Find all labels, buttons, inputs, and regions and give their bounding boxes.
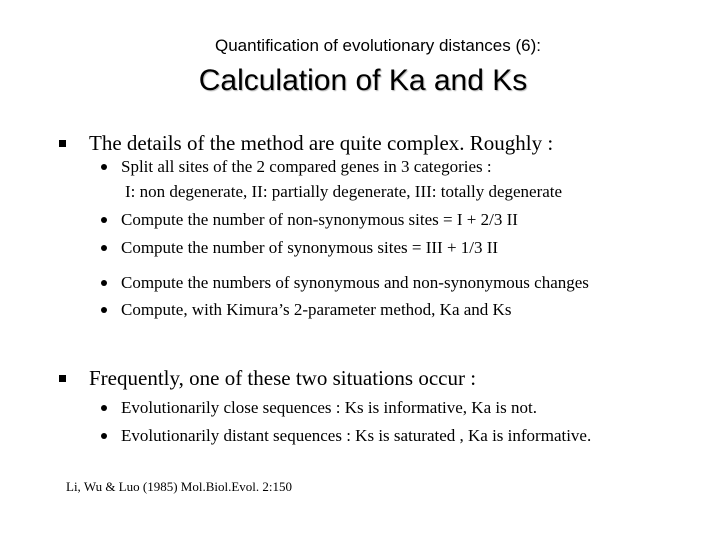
- section-2-item-1: Evolutionarily close sequences : Ks is informative, Ka is not.: [121, 398, 537, 417]
- round-bullet-icon: [101, 217, 107, 223]
- round-bullet-icon: [101, 433, 107, 439]
- section-1-item-5: Compute, with Kimura’s 2-parameter method, Ka and Ks: [121, 300, 512, 319]
- section-1-item-2: Compute the number of non-synonymous sites = I + 2/3 II: [121, 210, 518, 229]
- round-bullet-icon: [101, 164, 107, 170]
- square-bullet-icon: [59, 140, 66, 147]
- round-bullet-icon: [101, 280, 107, 286]
- square-bullet-icon: [59, 375, 66, 382]
- section-1-item-3: Compute the number of synonymous sites = III + 1/3 II: [121, 238, 499, 257]
- section-1-heading: The details of the method are quite complex. Roughly :: [89, 131, 554, 155]
- round-bullet-icon: [101, 245, 107, 251]
- section-2-heading: Frequently, one of these two situations occur :: [89, 366, 477, 390]
- reference-citation: Li, Wu & Luo (1985) Mol.Biol.Evol. 2:150: [66, 479, 293, 494]
- round-bullet-icon: [101, 405, 107, 411]
- section-2-item-2: Evolutionarily distant sequences : Ks is saturated , Ka is informative.: [121, 426, 592, 445]
- round-bullet-icon: [101, 307, 107, 313]
- section-1-item-1: Split all sites of the 2 compared genes in 3 categories :: [121, 157, 492, 176]
- section-1-item-1-continuation: I: non degenerate, II: partially degenerate, III: totally degenerate: [125, 182, 563, 201]
- section-1-item-4: Compute the numbers of synonymous and non-synonymous changes: [121, 273, 589, 292]
- slide-title: Calculation of Ka and Ks: [198, 64, 528, 97]
- slide-subtitle: Quantification of evolutionary distances (6):: [214, 36, 541, 55]
